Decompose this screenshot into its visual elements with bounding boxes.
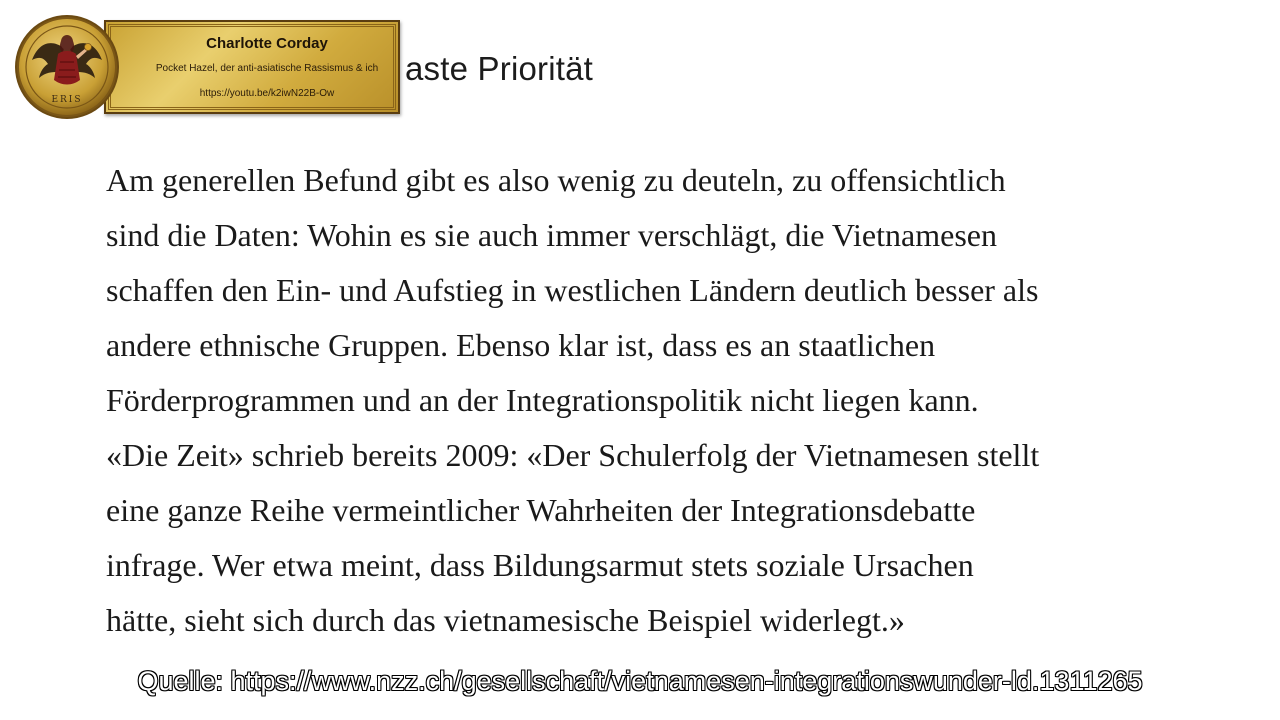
channel-banner (14, 14, 400, 114)
paragraph-line: «Die Zeit» schrieb bereits 2009: «Der Schulerfolg der Vietnamesen stellt (106, 437, 1040, 473)
banner-link[interactable]: https://youtu.be/k2iwN22B-Ow (199, 88, 335, 99)
banner-subtitle: Pocket Hazel, der anti-asiatische Rassismus & ich (155, 63, 379, 74)
paragraph-line: eine ganze Reihe vermeintlicher Wahrheiten der Integrationsdebatte (106, 492, 976, 528)
article-subheading: aste Priorität (405, 50, 594, 87)
logo-text: ERIS (51, 95, 83, 105)
article-paragraph (106, 156, 1039, 651)
paragraph-line: sind die Daten: Wohin es sie auch immer verschlägt, die Vietnamesen (106, 217, 997, 253)
eris-medallion-icon (14, 14, 120, 120)
paragraph-line: hätte, sieht sich durch das vietnamesische Beispiel widerlegt.» (106, 602, 905, 638)
banner-name: Charlotte Corday (206, 35, 328, 52)
source-caption: Quelle: https://www.nzz.ch/gesellschaft/vietnamesen-integrationswunder-ld.1311265 (137, 666, 1143, 696)
paragraph-line: schaffen den Ein- und Aufstieg in westlichen Ländern deutlich besser als (106, 272, 1039, 308)
paragraph-line: andere ethnische Gruppen. Ebenso klar ist, dass es an staatlichen (106, 327, 936, 363)
paragraph-line: Förderprogrammen und an der Integrationspolitik nicht liegen kann. (106, 382, 979, 418)
paragraph-line: infrage. Wer etwa meint, dass Bildungsarmut stets soziale Ursachen (106, 547, 974, 583)
paragraph-line: Am generellen Befund gibt es also wenig zu deuteln, zu offensichtlich (106, 162, 1006, 198)
